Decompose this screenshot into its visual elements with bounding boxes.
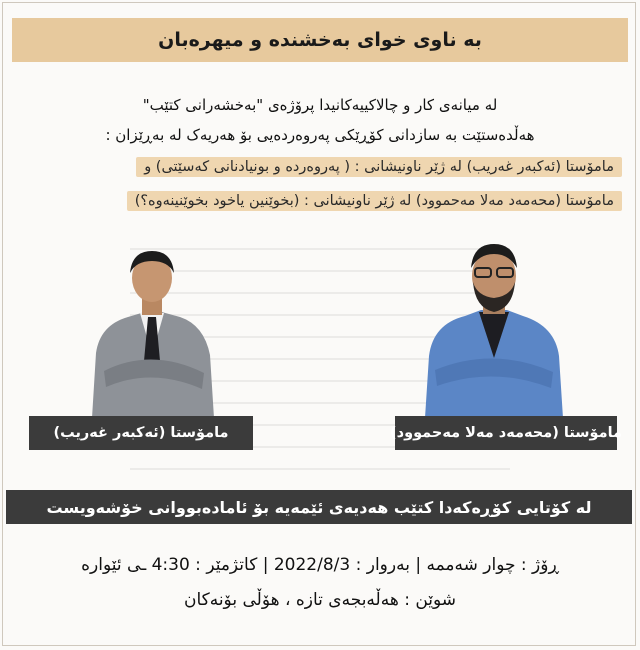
highlight-line-2: مامۆستا (محەمەد مەلا مەحموود) لە ژێر ناونیشانی : (بخوێنین یاخود بخوێنینەوە؟) (127, 191, 622, 211)
title-bar (12, 18, 628, 62)
speaker-right-photo (421, 238, 567, 418)
book-gift-banner (6, 490, 632, 524)
intro-line-1: لە میانەی کار و چالاکییەکانیدا پرۆژەی "بەخشەرانی کتێب" (142, 96, 498, 114)
event-location: شوێن : هەڵەبجەی تازە ، هۆڵی بۆنەکان (183, 590, 457, 610)
speaker-left-photo (86, 243, 218, 418)
book-gift-banner-text: لە کۆتایی کۆڕەکەدا کتێب هەدیەی ئێمەیە بۆ ئامادەبووانی خۆشەویست (46, 497, 592, 517)
speaker-right-name: مامۆستا (محەمەد مەلا مەحموود) (395, 416, 617, 450)
highlight-line-1: مامۆستا (ئەکبەر غەریب) لە ژێر ناونیشانی : ( پەروەردە و بونیادنانی کەسێتی) و (136, 157, 622, 177)
event-datetime: ڕۆژ : چوار شەممە | بەروار : 2022/8/3 | کاتژمێر : 4:30 ـی ئێوارە (81, 555, 559, 575)
intro-line-2: هەڵدەستێت بە سازدانی کۆڕێکی پەروەردەیی بۆ هەریەک لە بەڕێزان : (105, 126, 535, 144)
page-title: بە ناوی خوای بەخشندە و میهرەبان (158, 29, 482, 51)
speaker-left-name: مامۆستا (ئەکبەر غەریب) (29, 416, 253, 450)
